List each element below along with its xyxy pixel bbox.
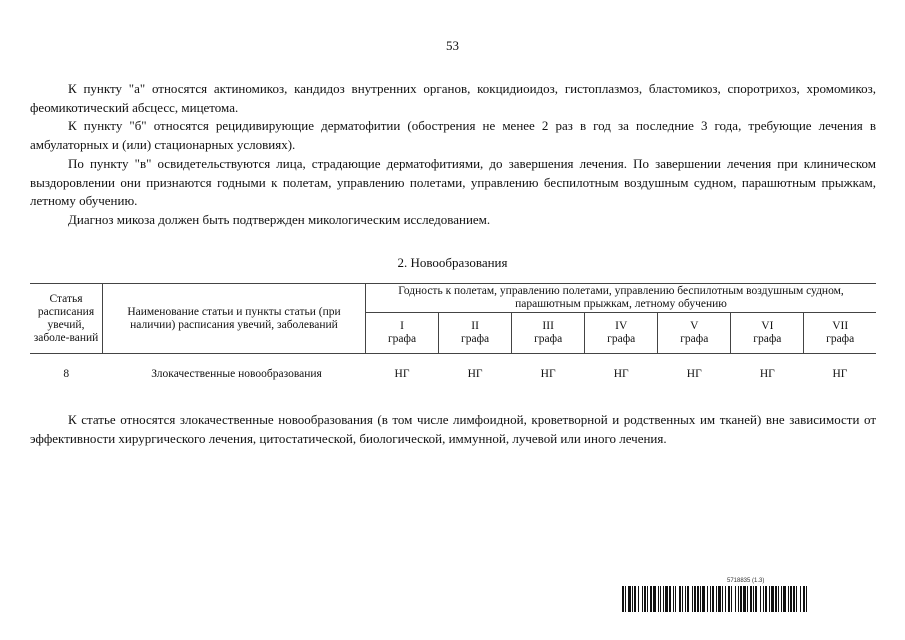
header-fitness: Годность к полетам, управлению полетами, управлению беспилотным воздушным судном, парашютным прыжкам, летному обучению [366,284,877,313]
row-value-2: НГ [467,368,483,380]
row-value-7: НГ [832,368,848,380]
column-header-7: VII графа [804,313,876,354]
column-header-5: V графа [658,313,731,354]
row-value-3: НГ [540,368,556,380]
row-value-1: НГ [394,368,410,380]
column-header-1: I графа [366,313,439,354]
column-header-6: VI графа [731,313,804,354]
section-title: 2. Новообразования [397,255,508,270]
barcode-image [622,586,876,612]
paragraph-neoplasms: К статье относятся злокачественные новообразования (в том числе лимфоидной, кроветворной и родственных им тканей) вне зависимости от эффективности хирургического лечения, цитостатической, биологической, иммунной, лучевой или иного лечения. [30,412,876,446]
page-number: 53 [446,38,459,53]
barcode-number: 5718835 (1.3) [727,578,765,584]
column-header-3: III графа [512,313,585,354]
paragraph-diagnosis: Диагноз микоза должен быть подтвержден микологическим исследованием. [68,212,491,227]
paragraph-point-b: К пункту "б" относятся рецидивирующие дерматофитии (обострения не менее 2 раз в год за последние 3 года, требующие лечения в амбулаторных и (или) стационарных условиях). [30,118,876,152]
table-row [30,354,876,386]
row-value-5: НГ [686,368,702,380]
column-header-4: IV графа [585,313,658,354]
header-name: Наименование статьи и пункты статьи (при наличии) расписания увечий, заболеваний [103,284,366,354]
row-value-4: НГ [613,368,629,380]
header-article: Статья расписания увечий, заболе-ваний [30,284,103,354]
paragraph-point-a: К пункту "а" относятся актиномикоз, кандидоз внутренних органов, кокцидиоидоз, гистоплазмоз, бластомикоз, споротрихоз, хромомикоз, феомикотический абсцесс, мицетома. [30,81,876,115]
row-article: 8 [63,368,70,380]
disease-schedule-table [30,283,876,385]
row-name: Злокачественные новообразования [151,368,322,380]
column-header-2: II графа [439,313,512,354]
row-value-6: НГ [759,368,775,380]
paragraph-point-v: По пункту "в" освидетельствуются лица, страдающие дерматофитиями, до завершения лечения. По завершении лечения при клиническом выздоровлении они признаются годными к полетам, управлению полетами, управлению беспилотным воздушным судном, парашютным прыжкам, летному обучению. [30,156,876,209]
